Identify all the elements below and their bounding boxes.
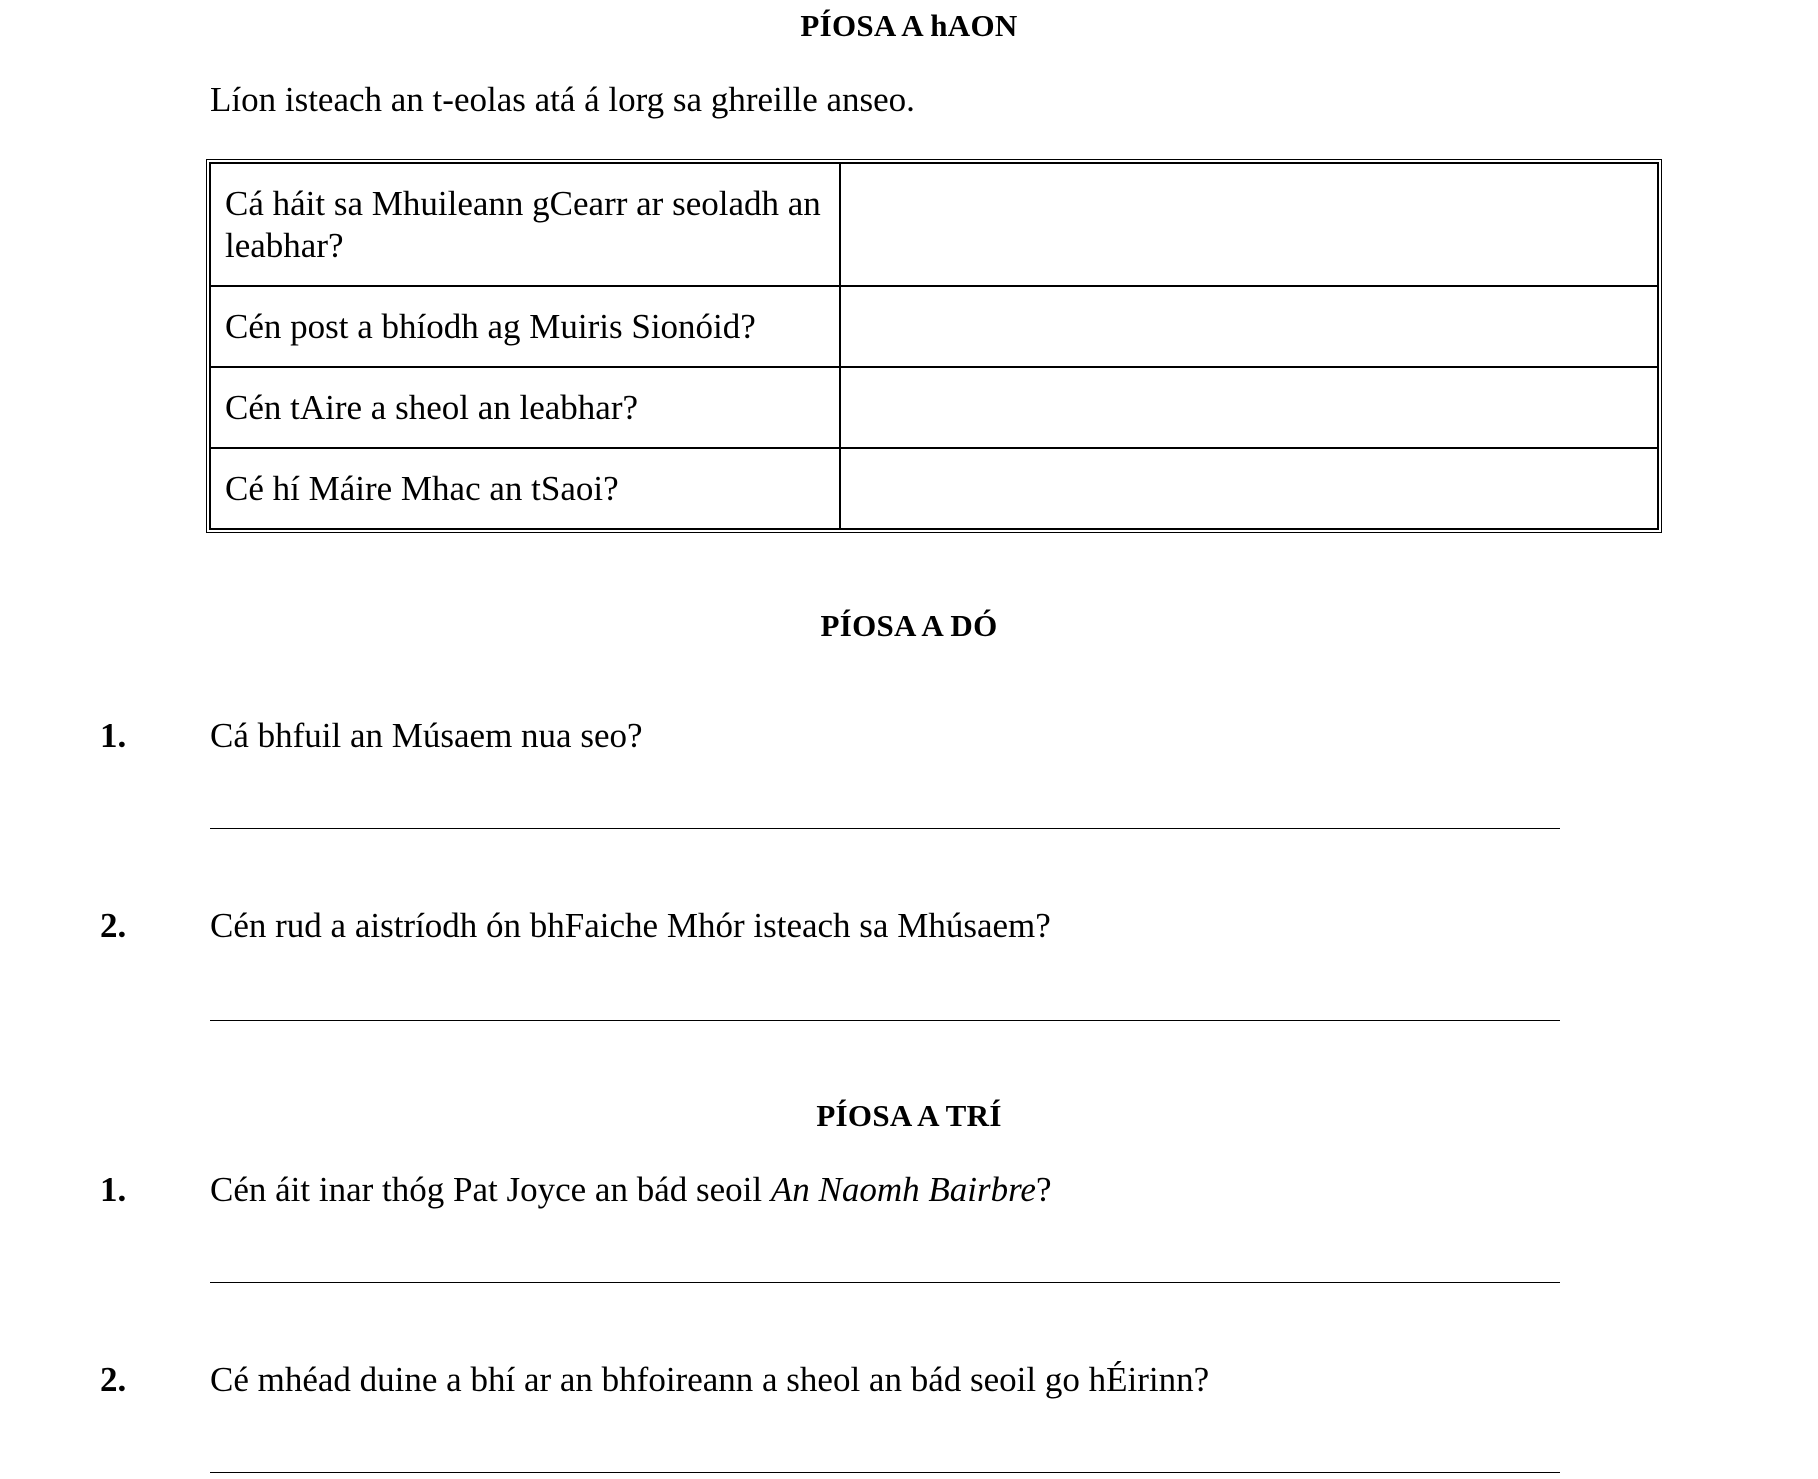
section-two-heading: PÍOSA A DÓ <box>820 608 998 643</box>
grid-row <box>210 367 1658 448</box>
grid-answer-cell[interactable] <box>840 286 1658 367</box>
question-item <box>0 906 1818 956</box>
question-number: 1. <box>100 1170 127 1209</box>
answer-line[interactable] <box>210 828 1560 829</box>
question-text-end: ? <box>1035 1170 1052 1209</box>
question-text: Cé mhéad duine a bhí ar an bhfoireann a sheol an bád seoil go hÉirinn? <box>210 1360 1210 1399</box>
question-number: 1. <box>100 716 127 755</box>
grid-question: Cé hí Máire Mhac an tSaoi? <box>210 448 840 529</box>
answer-line[interactable] <box>210 1020 1560 1021</box>
section-one-heading: PÍOSA A hAON <box>800 8 1018 43</box>
grid-row <box>210 163 1658 286</box>
answer-line[interactable] <box>210 1472 1560 1473</box>
answer-line[interactable] <box>210 1282 1560 1283</box>
grid-answer-cell[interactable] <box>840 163 1658 286</box>
answer-grid <box>206 159 1662 533</box>
grid-question: Cá háit sa Mhuileann gCearr ar seoladh an leabhar? <box>210 163 840 286</box>
question-text-start: Cén áit inar thóg Pat Joyce an bád seoil <box>210 1170 771 1209</box>
section-one-instruction: Líon isteach an t-eolas atá á lorg sa ghreille anseo. <box>210 80 915 119</box>
section-three-heading: PÍOSA A TRÍ <box>816 1098 1002 1133</box>
grid-answer-cell[interactable] <box>840 367 1658 448</box>
grid-answer-cell[interactable] <box>840 448 1658 529</box>
question-text: Cá bhfuil an Músaem nua seo? <box>210 716 643 755</box>
grid-row <box>210 448 1658 529</box>
question-number: 2. <box>100 906 127 945</box>
question-item <box>0 1170 1818 1220</box>
grid-row <box>210 286 1658 367</box>
boat-name: An Naomh Bairbre <box>770 1170 1036 1209</box>
question-number: 2. <box>100 1360 127 1399</box>
question-text: Cén rud a aistríodh ón bhFaiche Mhór isteach sa Mhúsaem? <box>210 906 1051 945</box>
question-item <box>0 716 1818 766</box>
question-item <box>0 1360 1818 1410</box>
question-text <box>210 1170 1051 1210</box>
grid-question: Cén post a bhíodh ag Muiris Sionóid? <box>210 286 840 367</box>
grid-question: Cén tAire a sheol an leabhar? <box>210 367 840 448</box>
